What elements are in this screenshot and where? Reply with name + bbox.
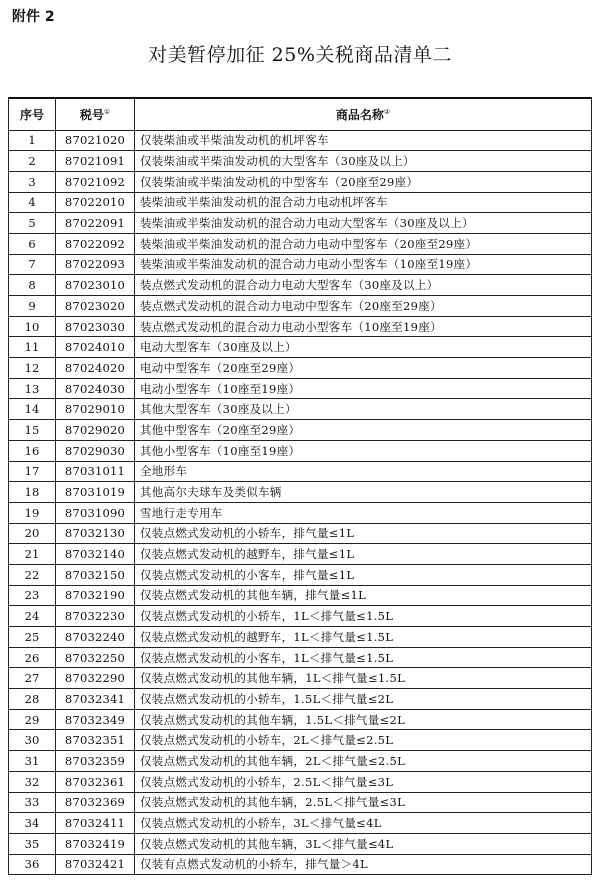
- row-tariff-code: 87032290: [56, 668, 135, 689]
- table-row: [9, 627, 592, 648]
- row-seq: 25: [9, 627, 56, 648]
- table-row: [9, 358, 592, 379]
- row-tariff-code: 87032351: [56, 730, 135, 751]
- row-tariff-code: 87032250: [56, 647, 135, 668]
- row-seq: 30: [9, 730, 56, 751]
- table-row: [9, 606, 592, 627]
- row-tariff-code: 87031011: [56, 461, 135, 482]
- row-seq: 5: [9, 213, 56, 234]
- row-seq: 9: [9, 296, 56, 317]
- row-product-name: 其他小型客车（10座至19座）: [135, 440, 592, 461]
- row-tariff-code: 87024010: [56, 337, 135, 358]
- table-row: [9, 730, 592, 751]
- table-row: [9, 130, 592, 151]
- row-seq: 10: [9, 316, 56, 337]
- row-seq: 2: [9, 151, 56, 172]
- table-row: [9, 668, 592, 689]
- row-seq: 4: [9, 192, 56, 213]
- table-row: [9, 399, 592, 420]
- row-tariff-code: 87021092: [56, 171, 135, 192]
- row-seq: 18: [9, 482, 56, 503]
- row-seq: 32: [9, 771, 56, 792]
- row-tariff-code: 87029020: [56, 420, 135, 441]
- row-seq: 12: [9, 358, 56, 379]
- row-seq: 36: [9, 854, 56, 875]
- row-product-name: 装点燃式发动机的混合动力电动大型客车（30座及以上）: [135, 275, 592, 296]
- row-seq: 19: [9, 502, 56, 523]
- attachment-label: 附件 2: [12, 9, 55, 25]
- row-seq: 28: [9, 689, 56, 710]
- row-seq: 21: [9, 544, 56, 565]
- row-seq: 24: [9, 606, 56, 627]
- table-row: [9, 585, 592, 606]
- table-row: [9, 792, 592, 813]
- row-product-name: 装柴油或半柴油发动机的混合动力电动大型客车（30座及以上）: [135, 213, 592, 234]
- table-row: [9, 296, 592, 317]
- table-row: [9, 440, 592, 461]
- table-row: [9, 833, 592, 854]
- row-seq: 15: [9, 420, 56, 441]
- row-tariff-code: 87032341: [56, 689, 135, 710]
- row-seq: 6: [9, 233, 56, 254]
- row-seq: 20: [9, 523, 56, 544]
- row-product-name: 仅装点燃式发动机的小轿车，3L＜排气量≤4L: [135, 813, 592, 834]
- footnote-marker: ②: [383, 107, 391, 116]
- table-row: [9, 275, 592, 296]
- row-tariff-code: 87032230: [56, 606, 135, 627]
- row-seq: 16: [9, 440, 56, 461]
- row-tariff-code: 87032421: [56, 854, 135, 875]
- row-seq: 27: [9, 668, 56, 689]
- row-tariff-code: 87032419: [56, 833, 135, 854]
- row-tariff-code: 87029010: [56, 399, 135, 420]
- row-seq: 35: [9, 833, 56, 854]
- table-row: [9, 813, 592, 834]
- row-product-name: 仅装点燃式发动机的越野车，排气量≤1L: [135, 544, 592, 565]
- row-product-name: 仅装点燃式发动机的小轿车，2L＜排气量≤2.5L: [135, 730, 592, 751]
- row-product-name: 仅装点燃式发动机的小轿车，2.5L＜排气量≤3L: [135, 771, 592, 792]
- row-seq: 33: [9, 792, 56, 813]
- row-seq: 1: [9, 130, 56, 151]
- row-seq: 8: [9, 275, 56, 296]
- row-product-name: 装点燃式发动机的混合动力电动小型客车（10座至19座）: [135, 316, 592, 337]
- row-product-name: 电动小型客车（10座至19座）: [135, 378, 592, 399]
- row-tariff-code: 87032130: [56, 523, 135, 544]
- table-row: [9, 689, 592, 710]
- row-product-name: 仅装柴油或半柴油发动机的中型客车（20座至29座）: [135, 171, 592, 192]
- row-seq: 7: [9, 254, 56, 275]
- row-tariff-code: 87032361: [56, 771, 135, 792]
- row-product-name: 电动大型客车（30座及以上）: [135, 337, 592, 358]
- row-tariff-code: 87032240: [56, 627, 135, 648]
- row-product-name: 装柴油或半柴油发动机的混合动力电动中型客车（20座至29座）: [135, 233, 592, 254]
- table-row: [9, 213, 592, 234]
- row-tariff-code: 87032369: [56, 792, 135, 813]
- row-product-name: 电动中型客车（20座至29座）: [135, 358, 592, 379]
- table-row: [9, 523, 592, 544]
- row-seq: 3: [9, 171, 56, 192]
- row-product-name: 仅装点燃式发动机的其他车辆，3L＜排气量≤4L: [135, 833, 592, 854]
- row-product-name: 仅装点燃式发动机的其他车辆，2.5L＜排气量≤3L: [135, 792, 592, 813]
- row-tariff-code: 87023030: [56, 316, 135, 337]
- row-product-name: 仅装点燃式发动机的其他车辆，1.5L＜排气量≤2L: [135, 709, 592, 730]
- table-row: [9, 564, 592, 585]
- row-product-name: 装柴油或半柴油发动机的混合动力电动机坪客车: [135, 192, 592, 213]
- row-product-name: 雪地行走专用车: [135, 502, 592, 523]
- page-title: 对美暂停加征 25%关税商品清单二: [148, 44, 452, 66]
- row-seq: 22: [9, 564, 56, 585]
- row-product-name: 装柴油或半柴油发动机的混合动力电动小型客车（10座至19座）: [135, 254, 592, 275]
- row-product-name: 全地形车: [135, 461, 592, 482]
- table-row: [9, 378, 592, 399]
- table-row: [9, 316, 592, 337]
- row-product-name: 仅装柴油或半柴油发动机的机坪客车: [135, 130, 592, 151]
- table-row: [9, 233, 592, 254]
- row-seq: 29: [9, 709, 56, 730]
- row-product-name: 其他大型客车（30座及以上）: [135, 399, 592, 420]
- row-seq: 31: [9, 751, 56, 772]
- row-tariff-code: 87031019: [56, 482, 135, 503]
- row-product-name: 仅装点燃式发动机的越野车，1L＜排气量≤1.5L: [135, 627, 592, 648]
- row-tariff-code: 87023020: [56, 296, 135, 317]
- row-tariff-code: 87023010: [56, 275, 135, 296]
- table-row: [9, 709, 592, 730]
- tariff-list-table: [8, 97, 592, 875]
- table-row: [9, 151, 592, 172]
- row-seq: 26: [9, 647, 56, 668]
- row-tariff-code: 87021020: [56, 130, 135, 151]
- row-tariff-code: 87022091: [56, 213, 135, 234]
- table-row: [9, 647, 592, 668]
- row-product-name: 装点燃式发动机的混合动力电动中型客车（20座至29座）: [135, 296, 592, 317]
- row-product-name: 仅装柴油或半柴油发动机的大型客车（30座及以上）: [135, 151, 592, 172]
- column-header-code: 税号①: [56, 98, 135, 130]
- row-tariff-code: 87022010: [56, 192, 135, 213]
- row-product-name: 仅装点燃式发动机的其他车辆，1L＜排气量≤1.5L: [135, 668, 592, 689]
- row-seq: 23: [9, 585, 56, 606]
- row-product-name: 仅装点燃式发动机的其他车辆，2L＜排气量≤2.5L: [135, 751, 592, 772]
- row-product-name: 仅装点燃式发动机的小轿车，1.5L＜排气量≤2L: [135, 689, 592, 710]
- row-tariff-code: 87022093: [56, 254, 135, 275]
- column-header-name: 商品名称②: [135, 98, 592, 130]
- row-tariff-code: 87032150: [56, 564, 135, 585]
- table-row: [9, 854, 592, 875]
- row-seq: 13: [9, 378, 56, 399]
- row-seq: 14: [9, 399, 56, 420]
- row-tariff-code: 87031090: [56, 502, 135, 523]
- row-tariff-code: 87022092: [56, 233, 135, 254]
- table-row: [9, 171, 592, 192]
- table-row: [9, 254, 592, 275]
- row-product-name: 仅装点燃式发动机的小轿车，1L＜排气量≤1.5L: [135, 606, 592, 627]
- row-product-name: 其他中型客车（20座至29座）: [135, 420, 592, 441]
- row-tariff-code: 87032359: [56, 751, 135, 772]
- table-row: [9, 482, 592, 503]
- row-tariff-code: 87032411: [56, 813, 135, 834]
- row-seq: 17: [9, 461, 56, 482]
- row-tariff-code: 87024020: [56, 358, 135, 379]
- row-tariff-code: 87021091: [56, 151, 135, 172]
- row-seq: 11: [9, 337, 56, 358]
- table-row: [9, 544, 592, 565]
- row-product-name: 仅装点燃式发动机的小客车，排气量≤1L: [135, 564, 592, 585]
- row-tariff-code: 87032190: [56, 585, 135, 606]
- row-tariff-code: 87032349: [56, 709, 135, 730]
- table-row: [9, 420, 592, 441]
- table-row: [9, 771, 592, 792]
- row-product-name: 其他高尔夫球车及类似车辆: [135, 482, 592, 503]
- row-seq: 34: [9, 813, 56, 834]
- footnote-marker: ①: [103, 107, 111, 116]
- table-row: [9, 461, 592, 482]
- table-row: [9, 192, 592, 213]
- column-header-seq: 序号: [9, 98, 56, 130]
- row-product-name: 仅装点燃式发动机的小客车，1L＜排气量≤1.5L: [135, 647, 592, 668]
- row-product-name: 仅装点燃式发动机的小轿车，排气量≤1L: [135, 523, 592, 544]
- table-header-row: [9, 98, 592, 130]
- row-product-name: 仅装点燃式发动机的其他车辆，排气量≤1L: [135, 585, 592, 606]
- row-product-name: 仅装有点燃式发动机的小轿车，排气量＞4L: [135, 854, 592, 875]
- table-row: [9, 502, 592, 523]
- table-row: [9, 337, 592, 358]
- row-tariff-code: 87032140: [56, 544, 135, 565]
- row-tariff-code: 87029030: [56, 440, 135, 461]
- table-row: [9, 751, 592, 772]
- row-tariff-code: 87024030: [56, 378, 135, 399]
